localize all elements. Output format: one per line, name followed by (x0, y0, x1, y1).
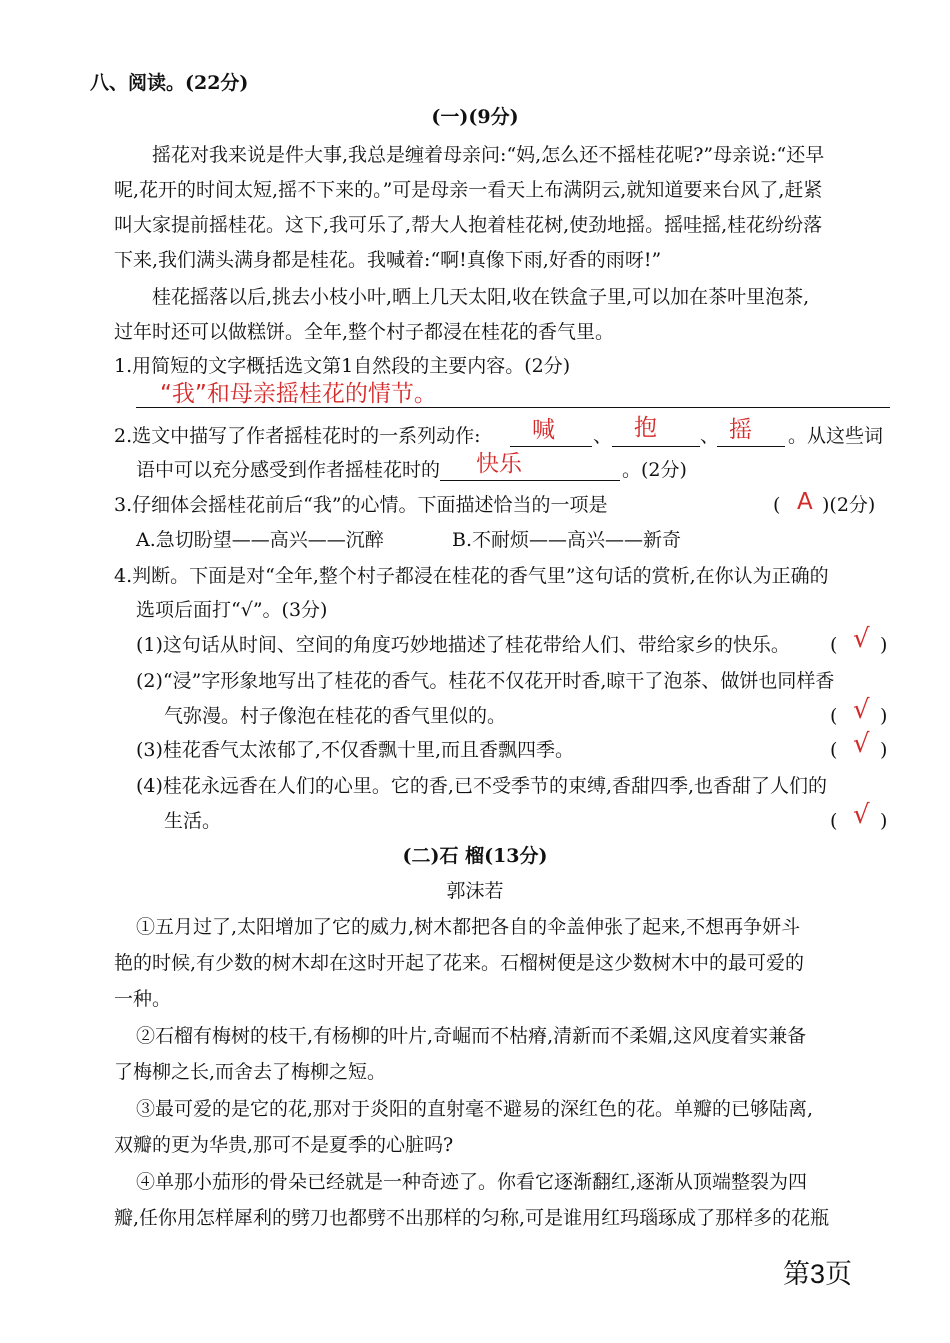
paren-close: ) (880, 739, 888, 761)
page-number: 第3页 (782, 1259, 852, 1289)
check-mark: √ (853, 695, 870, 725)
paren-open: ( (830, 705, 838, 727)
question-2-line2-post: 。(2分) (622, 459, 687, 481)
paren-open: ( (830, 810, 838, 832)
paren-open: ( (830, 634, 838, 656)
question-1: 1.用简短的文字概括选文第1自然段的主要内容。(2分) (114, 355, 571, 377)
question-2-line2-pre: 语中可以充分感受到作者摇桂花时的 (136, 459, 441, 481)
q4-item-4: (4)桂花永远香在人们的心里。它的香,已不受季节的束缚,香甜四季,也香甜了人们的 (136, 775, 828, 797)
question-1-answer: “我”和母亲摇桂花的情节。 (160, 381, 437, 407)
separator: 、 (593, 425, 613, 447)
passage-line: 桂花摇落以后,挑去小枝小叶,晒上几天太阳,收在铁盒子里,可以加在茶叶里泡茶, (152, 286, 810, 308)
blank-feeling (440, 480, 620, 481)
check-mark: √ (853, 729, 870, 759)
q4-item-4-cont: 生活。 (164, 810, 222, 832)
question-2-line1-post: 。从这些词 (788, 425, 884, 447)
q4-item-3: (3)桂花香气太浓郁了,不仅香飘十里,而且香飘四季。 (136, 739, 574, 761)
passage-line: 叫大家提前摇桂花。这下,我可乐了,帮大人抱着桂花树,使劲地摇。摇哇摇,桂花纷纷落 (114, 214, 823, 236)
passage-line: 一种。 (114, 988, 172, 1010)
paren-open: ( (830, 739, 838, 761)
passage-line: ④单那小茄形的骨朵已经就是一种奇迹了。你看它逐渐翻红,逐渐从顶端整裂为四 (136, 1171, 808, 1193)
passage-line: 瓣,任你用怎样犀利的劈刀也都劈不出那样的匀称,可是谁用红玛瑙琢成了那样多的花瓶 (114, 1207, 830, 1229)
passage-line: 下来,我们满头满身都是桂花。我喊着:“啊!真像下雨,好香的雨呀!” (114, 249, 662, 271)
passage-line: 呢,花开的时间太短,摇不下来的。”可是母亲一看天上布满阴云,就知道要来台风了,赶紧 (114, 179, 823, 201)
passage-line: ②石榴有梅树的枝干,有杨柳的叶片,奇崛而不枯瘠,清新而不柔媚,这风度着实兼备 (136, 1025, 807, 1047)
passage-line: ③最可爱的是它的花,那对于炎阳的直射毫不避易的深红色的花。单瓣的已够陆离, (136, 1098, 814, 1120)
option-b: B.不耐烦——高兴——新奇 (452, 529, 682, 551)
section-heading: 八、阅读。(22分) (90, 72, 249, 94)
answer-feeling: 快乐 (476, 451, 522, 477)
part1-title: (一)(9分) (431, 106, 519, 128)
blank-2 (612, 446, 700, 447)
passage-line: ①五月过了,太阳增加了它的威力,树木都把各自的伞盖伸张了起来,不想再争妍斗 (136, 916, 801, 938)
blank-1 (510, 446, 592, 447)
blank-3 (717, 446, 785, 447)
paren-close: ) (880, 810, 888, 832)
option-a: A.急切盼望——高兴——沉醉 (136, 529, 384, 551)
passage-line: 双瓣的更为华贵,那可不是夏季的心脏吗? (114, 1134, 454, 1156)
answer-verb-3: 摇 (729, 417, 752, 443)
check-mark: √ (853, 800, 870, 830)
paren-close: ) (880, 634, 888, 656)
paren-close: ) (880, 705, 888, 727)
paren-open: ( (773, 494, 781, 516)
part2-title: (二)石 榴(13分) (402, 845, 548, 867)
question-2-line1-pre: 2.选文中描写了作者摇桂花时的一系列动作: (114, 425, 481, 447)
passage-line: 了梅柳之长,而舍去了梅柳之短。 (114, 1061, 387, 1083)
answer-verb-2: 抱 (634, 415, 657, 441)
check-mark: √ (853, 624, 870, 654)
question-4-line1: 4.判断。下面是对“全年,整个村子都浸在桂花的香气里”这句话的赏析,在你认为正确的 (114, 565, 829, 587)
separator: 、 (700, 425, 720, 447)
paren-close: )(2分) (822, 494, 876, 516)
passage-line: 摇花对我来说是件大事,我总是缠着母亲问:“妈,怎么还不摇桂花呢?”母亲说:“还早 (152, 144, 825, 166)
answer-line (136, 407, 890, 408)
answer-verb-1: 喊 (532, 417, 555, 443)
q4-item-2: (2)“浸”字形象地写出了桂花的香气。桂花不仅花开时香,晾干了泡茶、做饼也同样香 (136, 670, 835, 692)
question-4-line2: 选项后面打“√”。(3分) (136, 599, 328, 621)
question-3-answer: A (797, 489, 813, 515)
author: 郭沫若 (446, 880, 504, 902)
passage-line: 过年时还可以做糕饼。全年,整个村子都浸在桂花的香气里。 (114, 321, 615, 343)
q4-item-1: (1)这句话从时间、空间的角度巧妙地描述了桂花带给人们、带给家乡的快乐。 (136, 634, 790, 656)
question-3: 3.仔细体会摇桂花前后“我”的心情。下面描述恰当的一项是 (114, 494, 608, 516)
q4-item-2-cont: 气弥漫。村子像泡在桂花的香气里似的。 (164, 705, 507, 727)
passage-line: 艳的时候,有少数的树木却在这时开起了花来。石榴树便是这少数树木中的最可爱的 (114, 952, 805, 974)
